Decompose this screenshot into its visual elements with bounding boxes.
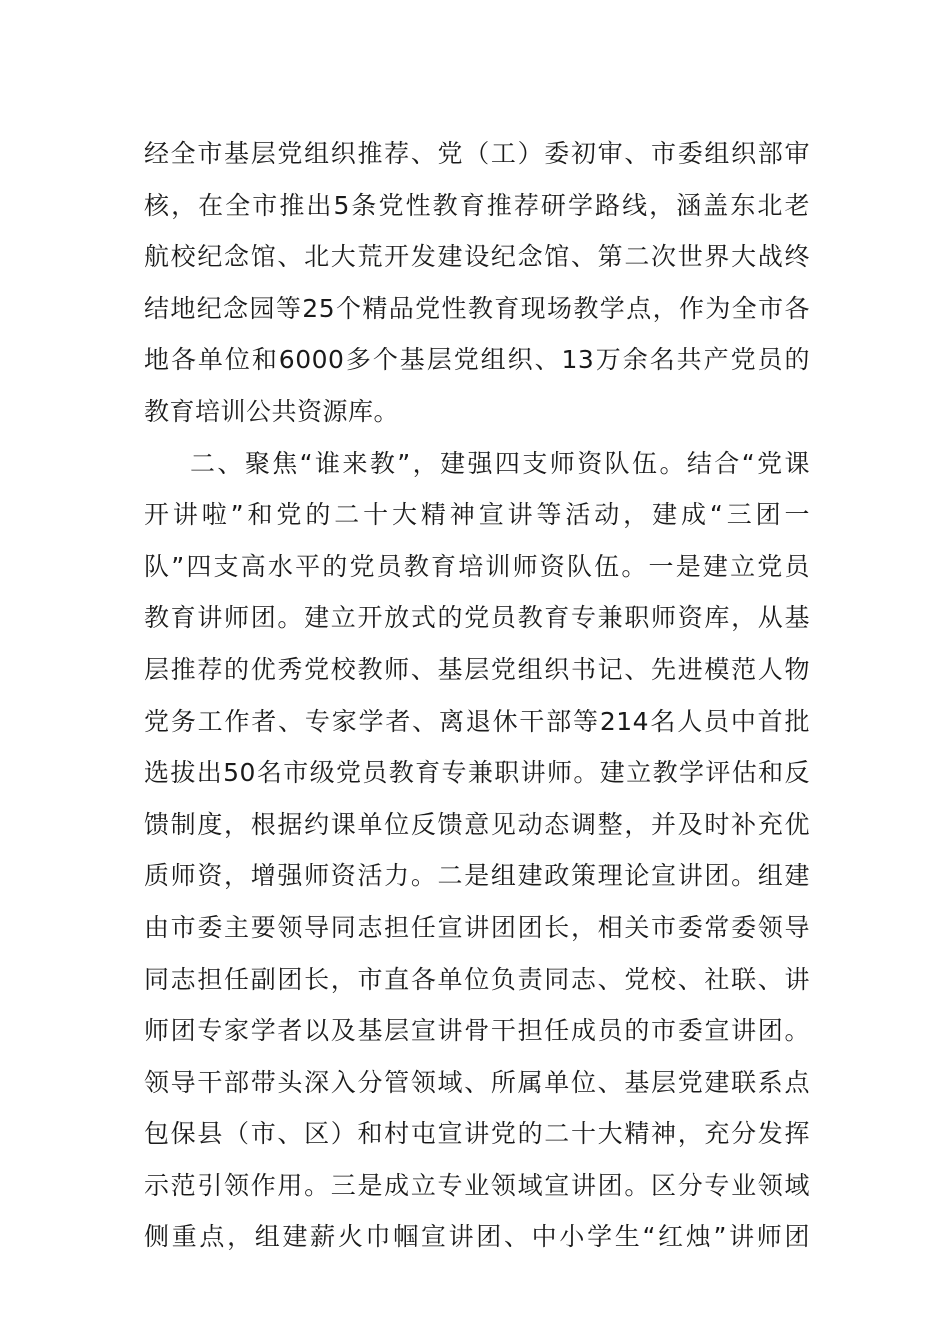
text-line: 教育讲师团。建立开放式的党员教育专兼职师资库，从基 <box>144 603 810 633</box>
text-line: 包保县（市、区）和村屯宣讲党的二十大精神，充分发挥 <box>144 1119 810 1149</box>
text-line: 地各单位和6000多个基层党组织、13万余名共产党员的 <box>144 345 810 375</box>
text-line: 经全市基层党组织推荐、党（工）委初审、市委组织部审 <box>144 139 810 168</box>
text-line: 教育培训公共资源库。 <box>144 396 400 426</box>
text-line: 由市委主要领导同志担任宣讲团团长，相关市委常委领导 <box>144 912 810 942</box>
text-line: 层推荐的优秀党校教师、基层党组织书记、先进模范人物 <box>144 654 810 684</box>
paragraph-start-line: 二、聚焦“谁来教”，建强四支师资队伍。结合“党课 <box>190 448 810 478</box>
text-line: 馈制度，根据约课单位反馈意见动态调整，并及时补充优 <box>144 809 810 839</box>
text-line: 核，在全市推出5条党性教育推荐研学路线，涵盖东北老 <box>144 190 810 220</box>
text-line: 领导干部带头深入分管领域、所属单位、基层党建联系点 <box>144 1067 810 1097</box>
text-line: 党务工作者、专家学者、离退休干部等214名人员中首批 <box>144 706 810 736</box>
text-line: 示范引领作用。三是成立专业领域宣讲团。区分专业领域 <box>144 1170 810 1200</box>
body-text <box>144 131 810 1266</box>
text-line: 师团专家学者以及基层宣讲骨干担任成员的市委宣讲团。 <box>144 1016 810 1046</box>
text-line: 侧重点，组建薪火巾帼宣讲团、中小学生“红烛”讲师团 <box>144 1222 810 1252</box>
text-line: 队”四支高水平的党员教育培训师资队伍。一是建立党员 <box>144 551 810 581</box>
text-line: 开讲啦”和党的二十大精神宣讲等活动，建成“三团一 <box>144 500 810 530</box>
text-line: 质师资，增强师资活力。二是组建政策理论宣讲团。组建 <box>144 861 810 891</box>
text-line: 结地纪念园等25个精品党性教育现场教学点，作为全市各 <box>144 293 810 323</box>
text-line: 选拔出50名市级党员教育专兼职讲师。建立教学评估和反 <box>144 758 810 788</box>
text-line: 航校纪念馆、北大荒开发建设纪念馆、第二次世界大战终 <box>144 242 810 272</box>
text-line: 同志担任副团长，市直各单位负责同志、党校、社联、讲 <box>144 964 810 994</box>
